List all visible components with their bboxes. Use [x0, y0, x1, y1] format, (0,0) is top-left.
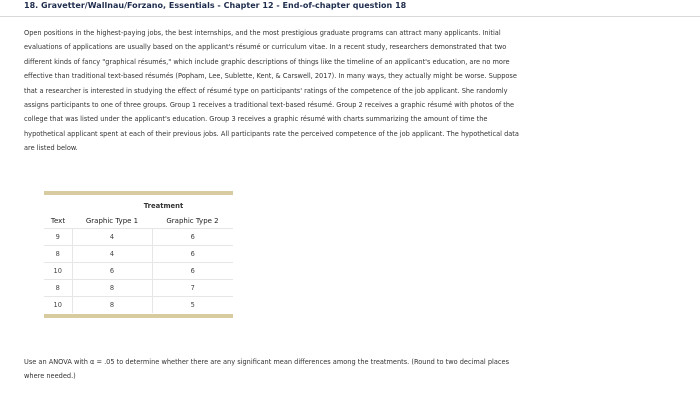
table-cell: 6	[72, 263, 152, 280]
data-table	[44, 213, 233, 313]
table-row	[44, 280, 233, 297]
title-divider	[0, 16, 700, 17]
table-row	[44, 263, 233, 280]
table-cell: 4	[72, 246, 152, 263]
table-cell: 6	[152, 229, 233, 246]
table-row	[44, 246, 233, 263]
table-header-row	[44, 213, 233, 229]
table-bottom-rule	[44, 314, 233, 318]
question-line: where needed.)	[24, 372, 76, 381]
question-line: Use an ANOVA with α = .05 to determine whether there are any significant mean differences among the treatments. (Round to two decimal places	[24, 358, 509, 366]
column-header-graphic-type-2: Graphic Type 2	[166, 216, 219, 225]
paragraph-line: hypothetical applicant spent at each of their previous jobs. All participants rate the perceived competence of the job applicant. The hypothetical data	[24, 129, 519, 138]
paragraph-line: are listed below.	[24, 144, 78, 153]
paragraph-line: Open positions in the highest-paying jobs, the best internships, and the most prestigious graduate programs can attract many applicants. Initial	[24, 29, 501, 37]
column-header-text: Text	[50, 216, 66, 225]
treatment-group-label: Treatment	[143, 202, 184, 210]
paragraph-line: that a researcher is interested in studying the effect of résumé type on participants' ratings of the competence of the job applicant. She randomly	[24, 86, 508, 95]
table-cell: 7	[152, 280, 233, 297]
question-prompt	[24, 355, 624, 384]
table-cell: 9	[44, 229, 72, 246]
table-row	[44, 229, 233, 246]
paragraph-line: effective than traditional text-based résumés (Popham, Lee, Sublette, Kent, & Carswell, 2017). In many ways, they actually might be worse. Suppose	[24, 72, 517, 81]
question-title: 18. Gravetter/Wallnau/Forzano, Essentials - Chapter 12 - End-of-chapter question 18	[24, 1, 407, 10]
table-cell: 5	[152, 297, 233, 314]
table-cell: 10	[44, 297, 72, 314]
table-cell: 8	[72, 280, 152, 297]
paragraph-line: college that was listed under the applicant's education. Group 3 receives a graphic résumé with charts summarizing the amount of time the	[24, 115, 488, 124]
table-cell: 10	[44, 263, 72, 280]
table-cell: 8	[72, 297, 152, 314]
table-cell: 8	[44, 280, 72, 297]
paragraph-line: different kinds of fancy "graphical résumés," which include graphic descriptions of things like the timeline of an applicant's education, are no more	[24, 57, 510, 66]
paragraph-line: evaluations of applications are usually based on the applicant's résumé or curriculum vitae. In a recent study, researchers demonstrated that two	[24, 43, 507, 52]
table-top-rule	[44, 191, 233, 195]
table-cell: 4	[72, 229, 152, 246]
paragraph-line: assigns participants to one of three groups. Group 1 receives a traditional text-based résumé. Group 2 receives a graphic résumé with photos of the	[24, 100, 515, 109]
table-row	[44, 297, 233, 314]
table-cell: 6	[152, 263, 233, 280]
data-table-container	[44, 191, 233, 318]
table-cell: 6	[152, 246, 233, 263]
problem-paragraph	[24, 26, 624, 156]
table-cell: 8	[44, 246, 72, 263]
column-header-graphic-type-1: Graphic Type 1	[85, 216, 139, 225]
